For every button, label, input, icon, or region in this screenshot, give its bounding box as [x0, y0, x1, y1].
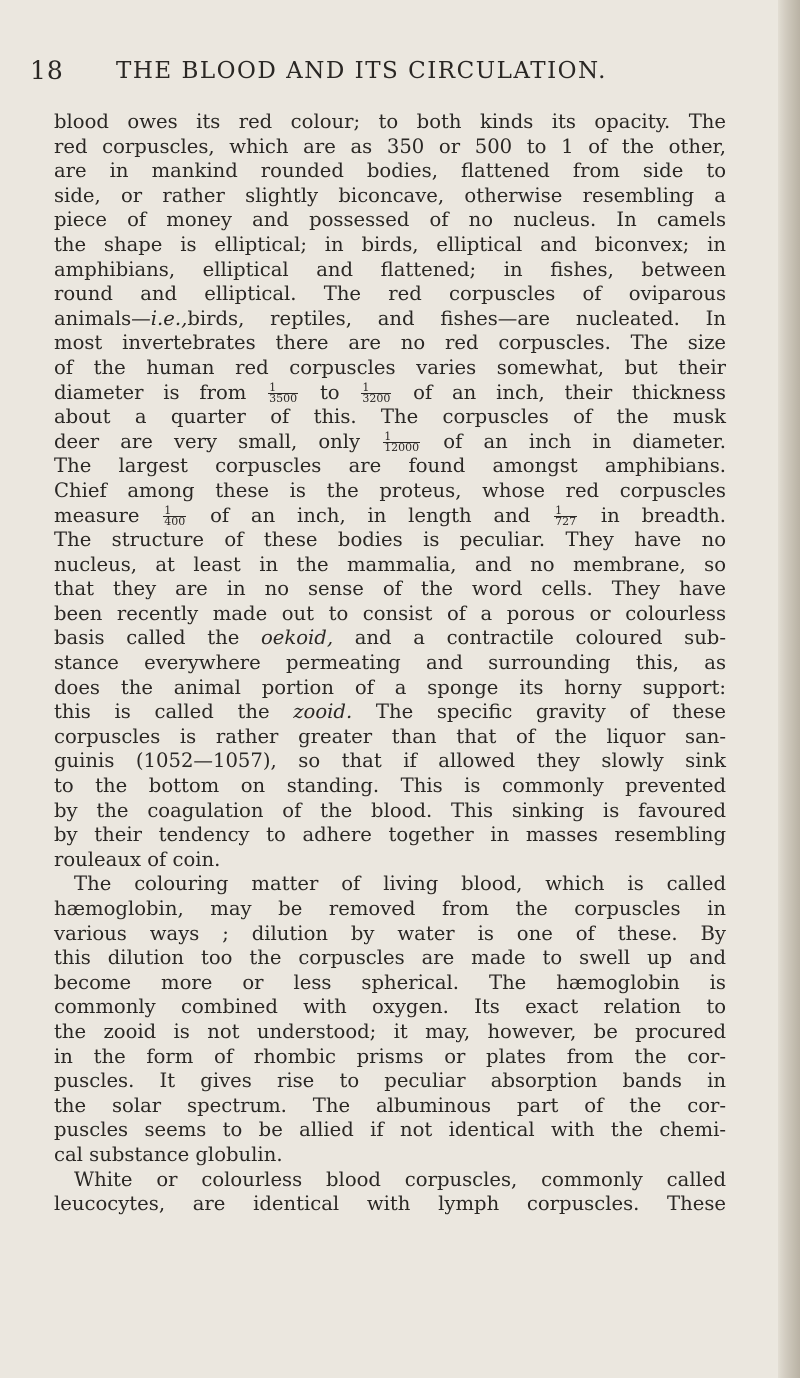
- text-run: of an inch, in length and: [210, 503, 531, 527]
- text-line: been recently made out to consist of a porous or colourless: [54, 601, 726, 625]
- text-line: in the form of rhombic prisms or plates from the cor-: [54, 1044, 726, 1068]
- text-run: The specific gravity of these: [375, 700, 726, 724]
- text-line: [54, 504, 726, 529]
- text-line: commonly combined with oxygen. Its exact relation to: [54, 995, 726, 1019]
- text-line: guinis (1052—1057), so that if allowed they slowly sink: [54, 749, 726, 773]
- fraction-denominator: 12000: [384, 440, 420, 454]
- text-line: cal substance globulin.: [54, 1142, 283, 1166]
- fraction-numerator: 1: [383, 432, 420, 443]
- text-line: does the animal portion of a sponge its horny support:: [54, 675, 726, 699]
- text-run: animals—: [54, 306, 151, 330]
- text-line: [54, 626, 726, 651]
- page-number: 18: [30, 56, 64, 85]
- text-line: The colouring matter of living blood, which is called: [74, 872, 726, 896]
- text-line: The largest corpuscles are found amongst amphibians.: [54, 454, 726, 478]
- text-line: The structure of these bodies is peculiar. They have no: [54, 528, 726, 552]
- text-run: measure: [54, 503, 140, 527]
- italic-term: i.e.,: [150, 306, 188, 330]
- text-line: hæmoglobin, may be removed from the corpuscles in: [54, 897, 726, 920]
- text-line: become more or less spherical. The hæmoglobin is: [54, 970, 726, 994]
- text-line: the zooid is not understood; it may, however, be procured: [54, 1019, 726, 1043]
- text-line: leucocytes, are identical with lymph corpuscles. These: [54, 1192, 726, 1216]
- text-line: amphibians, elliptical and flattened; in fishes, between: [54, 257, 726, 281]
- fraction-denominator: 3500: [269, 391, 298, 405]
- text-line: [54, 700, 726, 725]
- text-line: puscles. It gives rise to peculiar absorption bands in: [54, 1069, 726, 1093]
- text-line: the solar spectrum. The albuminous part of the cor-: [54, 1093, 726, 1117]
- fraction: [361, 380, 391, 405]
- fraction-numerator: 1: [163, 506, 186, 517]
- fraction: [268, 380, 298, 405]
- text-line: blood owes its red colour; to both kinds its opacity. The: [54, 110, 726, 133]
- fraction-numerator: 1: [554, 506, 577, 517]
- text-line: by their tendency to adhere together in masses resembling: [54, 823, 726, 847]
- fraction-numerator: 1: [268, 383, 298, 394]
- text-line: nucleus, at least in the mammalia, and no membrane, so: [54, 552, 726, 576]
- text-line: that they are in no sense of the word cells. They have: [54, 577, 726, 601]
- text-line: rouleaux of coin.: [54, 847, 221, 871]
- italic-term: oekoid,: [260, 626, 334, 650]
- page-edge-shadow: [778, 0, 800, 1378]
- text-line: this dilution too the corpuscles are made to swell up and: [54, 946, 726, 970]
- text-line: the shape is elliptical; in birds, elliptical and biconvex; in: [54, 232, 726, 256]
- text-run: of an inch in diameter.: [443, 429, 726, 453]
- text-line: [54, 430, 726, 455]
- text-run: birds, reptiles, and fishes—are nucleated. In: [187, 306, 726, 330]
- text-run: of an inch, their thickness: [413, 380, 726, 404]
- text-line: piece of money and possessed of no nucleus. In camels: [54, 208, 726, 232]
- text-run: and a contractile coloured sub-: [354, 626, 726, 650]
- body-text: [54, 110, 726, 1217]
- fraction-denominator: 727: [555, 514, 577, 528]
- text-line: [54, 307, 726, 332]
- text-line: round and elliptical. The red corpuscles of oviparous: [54, 282, 726, 306]
- text-run: deer are very small, only: [54, 429, 361, 453]
- text-line: puscles seems to be allied if not identical with the chemi-: [54, 1118, 726, 1142]
- italic-term: zooid.: [293, 700, 353, 724]
- text-line: about a quarter of this. The corpuscles of the musk: [54, 405, 726, 429]
- text-line: side, or rather slightly biconcave, otherwise resembling a: [54, 183, 726, 207]
- text-run: in breadth.: [600, 503, 727, 527]
- text-line: most invertebrates there are no red corpuscles. The size: [54, 331, 726, 355]
- text-line: corpuscles is rather greater than that of the liquor san-: [54, 724, 726, 748]
- fraction: [554, 503, 577, 528]
- text-run: to: [319, 380, 340, 404]
- text-line: by the coagulation of the blood. This sinking is favoured: [54, 798, 726, 822]
- text-run: basis called the: [54, 626, 240, 650]
- fraction-numerator: 1: [361, 383, 391, 394]
- text-run: diameter is from: [54, 380, 247, 404]
- text-run: this is called the: [54, 700, 270, 724]
- text-line: White or colourless blood corpuscles, commonly called: [74, 1167, 726, 1191]
- fraction: [383, 429, 420, 454]
- text-line: stance everywhere permeating and surrounding this, as: [54, 651, 726, 675]
- text-line: red corpuscles, which are as 350 or 500 to 1 of the other,: [54, 134, 726, 158]
- text-line: of the human red corpuscles varies somewhat, but their: [54, 355, 726, 379]
- text-line: to the bottom on standing. This is commonly prevented: [54, 774, 726, 798]
- fraction-denominator: 400: [164, 514, 186, 528]
- text-line: various ways ; dilution by water is one of these. By: [54, 921, 726, 945]
- text-line: are in mankind rounded bodies, flattened from side to: [54, 159, 726, 183]
- text-line: Chief among these is the proteus, whose red corpuscles: [54, 478, 726, 502]
- running-head: THE BLOOD AND ITS CIRCULATION.: [116, 58, 607, 84]
- fraction: [163, 503, 186, 528]
- text-line: [54, 381, 726, 406]
- page-header: [30, 56, 720, 96]
- fraction-denominator: 3200: [362, 391, 391, 405]
